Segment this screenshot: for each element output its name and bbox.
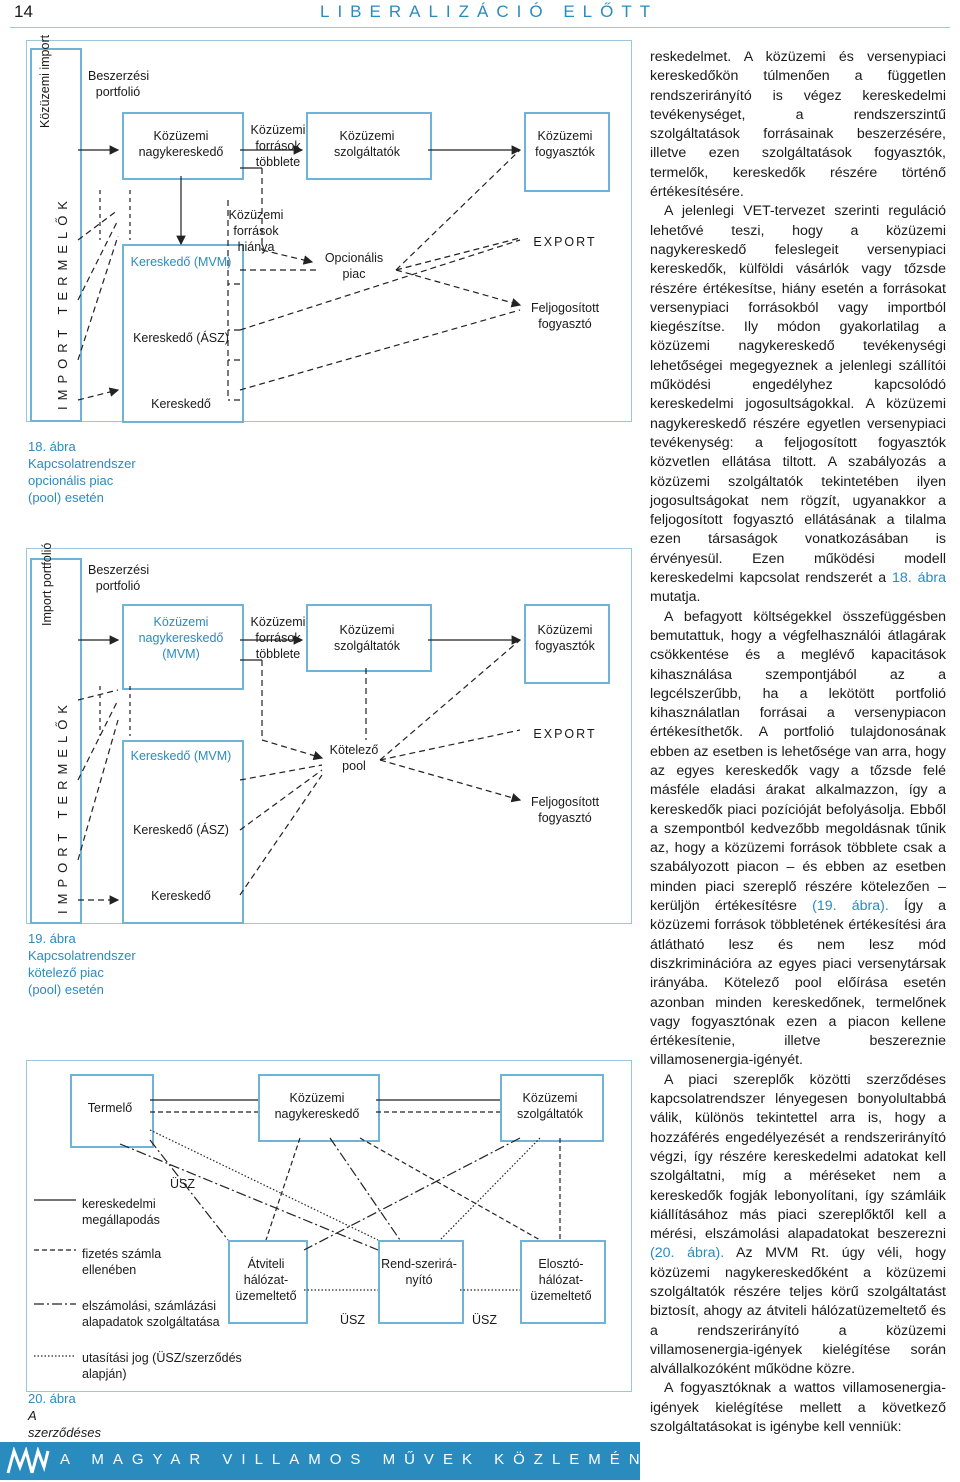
fig18-trader-asz: Kereskedő (ÁSZ) — [133, 331, 229, 345]
fig19-caption-text: Kapcsolatrendszer kötelező piac (pool) esetén — [28, 948, 136, 997]
fig20-transmission: Átviteli hálózat-üzemeltető — [235, 1257, 297, 1303]
fig20-legend-4: utasítási jog (ÜSZ/szerződés alapján) — [82, 1351, 242, 1381]
fig18-trader-mvm: Kereskedő (MVM) — [130, 255, 232, 269]
fig20-nagykereskedo: Közüzemi nagykereskedő — [274, 1091, 360, 1121]
footer-publication: A MAGYAR VILLAMOS MŰVEK KÖZLEMÉNYEI 2000/1 — [60, 1451, 813, 1468]
fig19-consumers: Közüzemi fogyasztók — [535, 623, 595, 653]
fig18-nagykereskedo: Közüzemi nagykereskedő — [138, 129, 224, 159]
paragraph-3 — [650, 608, 946, 1071]
fig18-suppliers: Közüzemi szolgáltatók — [333, 129, 400, 159]
fig19-nagykereskedo: Közüzemi nagykereskedő (MVM) — [138, 615, 224, 661]
fig19-trader-mvm: Kereskedő (MVM) — [130, 749, 232, 763]
paragraph-4 — [650, 1071, 946, 1380]
paragraph-1: reskedelmet. A közüzemi és versenypiaci kereskedőkön túlmenően a független rendszerirányító is végez kereskedelmi tevékenységet, a rendszerszintű szolgáltatások forrásainak beszerzésére, illetve ezen szolgáltatások fogyasztók, termelők, kereskedők részére történő értékesítésére. — [650, 49, 946, 201]
mvm-logo — [6, 1447, 50, 1475]
fig20-legend-2: fizetés számla ellenében — [82, 1247, 162, 1277]
fig19-caption-number: 19. ábra — [28, 931, 76, 946]
fig20-caption-number: 20. ábra — [28, 1391, 76, 1406]
fig18-side-import: Közüzemi import — [38, 34, 52, 128]
fig20-suppliers: Közüzemi szolgáltatók — [516, 1091, 583, 1121]
fig19-trader-asz: Kereskedő (ÁSZ) — [133, 823, 229, 837]
running-title: LIBERALIZÁCIÓ ELŐTT — [320, 2, 659, 21]
article-body — [650, 48, 946, 1437]
paragraph-4-text: A piaci szereplők közötti szerződéses kapcsolatrendszer lényegesen bonyolultabbá válik, különös tekintettel arra is, hogy a hozzáférés engedélyezését a rendszerirányító végzi, így részére kereskedelmi adatokat kell szolgáltatni, míg a méréseket nem a kereskedők fogják lebonyolítani, így számláik kiállításához más piaci szereplőktől kell a mérési, elszámolási alapadatokat beszerezni — [650, 1071, 946, 1243]
figure-20-ref[interactable]: (20. ábra). — [650, 1245, 725, 1262]
fig19-suppliers: Közüzemi szolgáltatók — [333, 623, 400, 653]
fig19-mandatory-pool: Kötelező pool — [329, 743, 379, 773]
paragraph-2-text: A jelenlegi VET-tervezet szerinti reguláció lehetővé teszi, hogy a közüzemi nagykereskedő feleslegeit versenypiaci kereskedők, külföldi vásárlók vagy tőzsde részére értékesítse, hiány esetén a forrásokat versenypiaci forrásokból vagy importból kiegészítse. Ily módon gyakorlatilag a közüzemi nagykereskedő tevékenységi lehetőségei megegyeznek a jelenlegi szállítói működési engedélyhez kapcsolódó kereskedelmi jogosultságokkal. A közüzemi nagykereskedő részére egyetlen versenypiaci tevékenység: a feljogosított fogyasztók közvetlen ellátása tiltott. A szabályozás a közüzemi szolgáltatók tekintetében ilyen jogosultságokat nem rögzít, ugyanakkor a feljogosított fogyasztó ellátásának a tilalma ezen társaságok vonatkozásában is érvényesül. Ezen működési modell kereskedelmi kapcsolat rendszerét a — [650, 203, 946, 587]
fig18-surplus: Közüzemi források többlete — [250, 123, 306, 169]
paragraph-4-end: Az MVM Rt. úgy véli, hogy közüzemi nagykereskedőként a közüzemi szolgáltatók részére teljes körű szolgáltatást biztosít, ahogy az átviteli hálózatüzemeltető és a rendszerirányító a közüzemi villamosenergia-igények kielégítése során alvállalkozóként működne közre. — [650, 1245, 946, 1378]
fig18-optional-market: Opcionális piac — [324, 251, 384, 281]
fig19-trader: Kereskedő — [151, 889, 211, 903]
fig19-side-import: Import portfolió — [40, 542, 54, 626]
fig20-usz-1: ÜSZ — [170, 1177, 195, 1191]
fig20-legend-1: kereskedelmi megállapodás — [82, 1197, 160, 1227]
fig18-side-vertical: IMPORT TERMELŐK — [55, 195, 70, 410]
fig18-shortage: Közüzemi források hiánya — [228, 208, 284, 254]
fig20-distribution: Elosztó-hálózat-üzemeltető — [530, 1257, 592, 1303]
fig20-system-operator: Rend-szerirá-nyító — [381, 1257, 457, 1287]
fig20-producer: Termelő — [87, 1101, 133, 1115]
fig18-consumers: Közüzemi fogyasztók — [535, 129, 595, 159]
fig19-side-vertical: IMPORT TERMELŐK — [55, 699, 70, 914]
fig20-usz-2: ÜSZ — [340, 1313, 365, 1327]
fig18-caption-text: Kapcsolatrendszer opcionális piac (pool) esetén — [28, 456, 136, 505]
paragraph-3-text: A befagyott költségekkel összefüggésben bemutattuk, hogy a végfelhasználói átlagárak csökkentése és a meglévő kapacitások kihasználása szempontjából az a legcélszerűbb, ha a lekötött portfolió kihasználatlan forrásai a versenypiacon értékesíthetők. A portfolió tulajdonosának ebben az esetben is lehetősége van arra, hogy az egyes kereskedők vagy a tőzsde felé másféle eladási árakat alkalmazzon, így a kereskedők piaci pozícióját befolyásolja. Ebből a szempontból kedvezőbb megoldásnak tűnik az, hogy a közüzemi források többlete csak a szabályozott piacon – és ebben az esetben minden piaci szereplő részére kötelezően – kerüljön értékesítésre — [650, 608, 946, 915]
mvm-logo-icon — [6, 1447, 50, 1475]
fig19-eligible-consumer: Feljogosított fogyasztó — [530, 795, 600, 825]
fig19-surplus: Közüzemi források többlete — [250, 615, 306, 661]
footer-bar — [0, 1442, 813, 1480]
fig18-portfolio: Beszerzési portfolió — [88, 69, 150, 99]
paragraph-3-end: Így a közüzemi források többletének értékesítési ára átlátható lesz és nem lesz mód diszkriminációra az egyes piaci versenytársak irányába. Kötelező pool előírása esetén azonban minden kereskedőnek, termelőnek vagy fogyasztónak ezen a piacon kellene értékesítenie, illetve beszereznie villamosenergia-igényét. — [650, 898, 947, 1069]
fig18-export: EXPORT — [533, 235, 597, 249]
fig20-usz-3: ÜSZ — [472, 1313, 497, 1327]
paragraph-5: A fogyasztóknak a wattos villamosenergia-igények kielégítése mellett a következő szolgáltatásokat is igénybe kell venniük: — [650, 1380, 946, 1436]
paragraph-2-end: mutatja. — [650, 589, 701, 606]
figure-19-ref[interactable]: (19. ábra). — [812, 898, 889, 915]
fig19-portfolio: Beszerzési portfolió — [88, 563, 150, 593]
fig19-export: EXPORT — [533, 727, 597, 741]
fig20-caption-text: A szerződéses — [28, 1408, 101, 1440]
fig20-legend-3: elszámolási, számlázási alapadatok szolgáltatása — [82, 1299, 220, 1329]
fig18-trader: Kereskedő — [151, 397, 211, 411]
figure-18-ref[interactable]: 18. ábra — [892, 570, 947, 587]
page-number: 14 — [14, 2, 33, 21]
fig18-eligible-consumer: Feljogosított fogyasztó — [530, 301, 600, 331]
paragraph-2 — [650, 202, 946, 607]
fig18-caption-number: 18. ábra — [28, 439, 76, 454]
